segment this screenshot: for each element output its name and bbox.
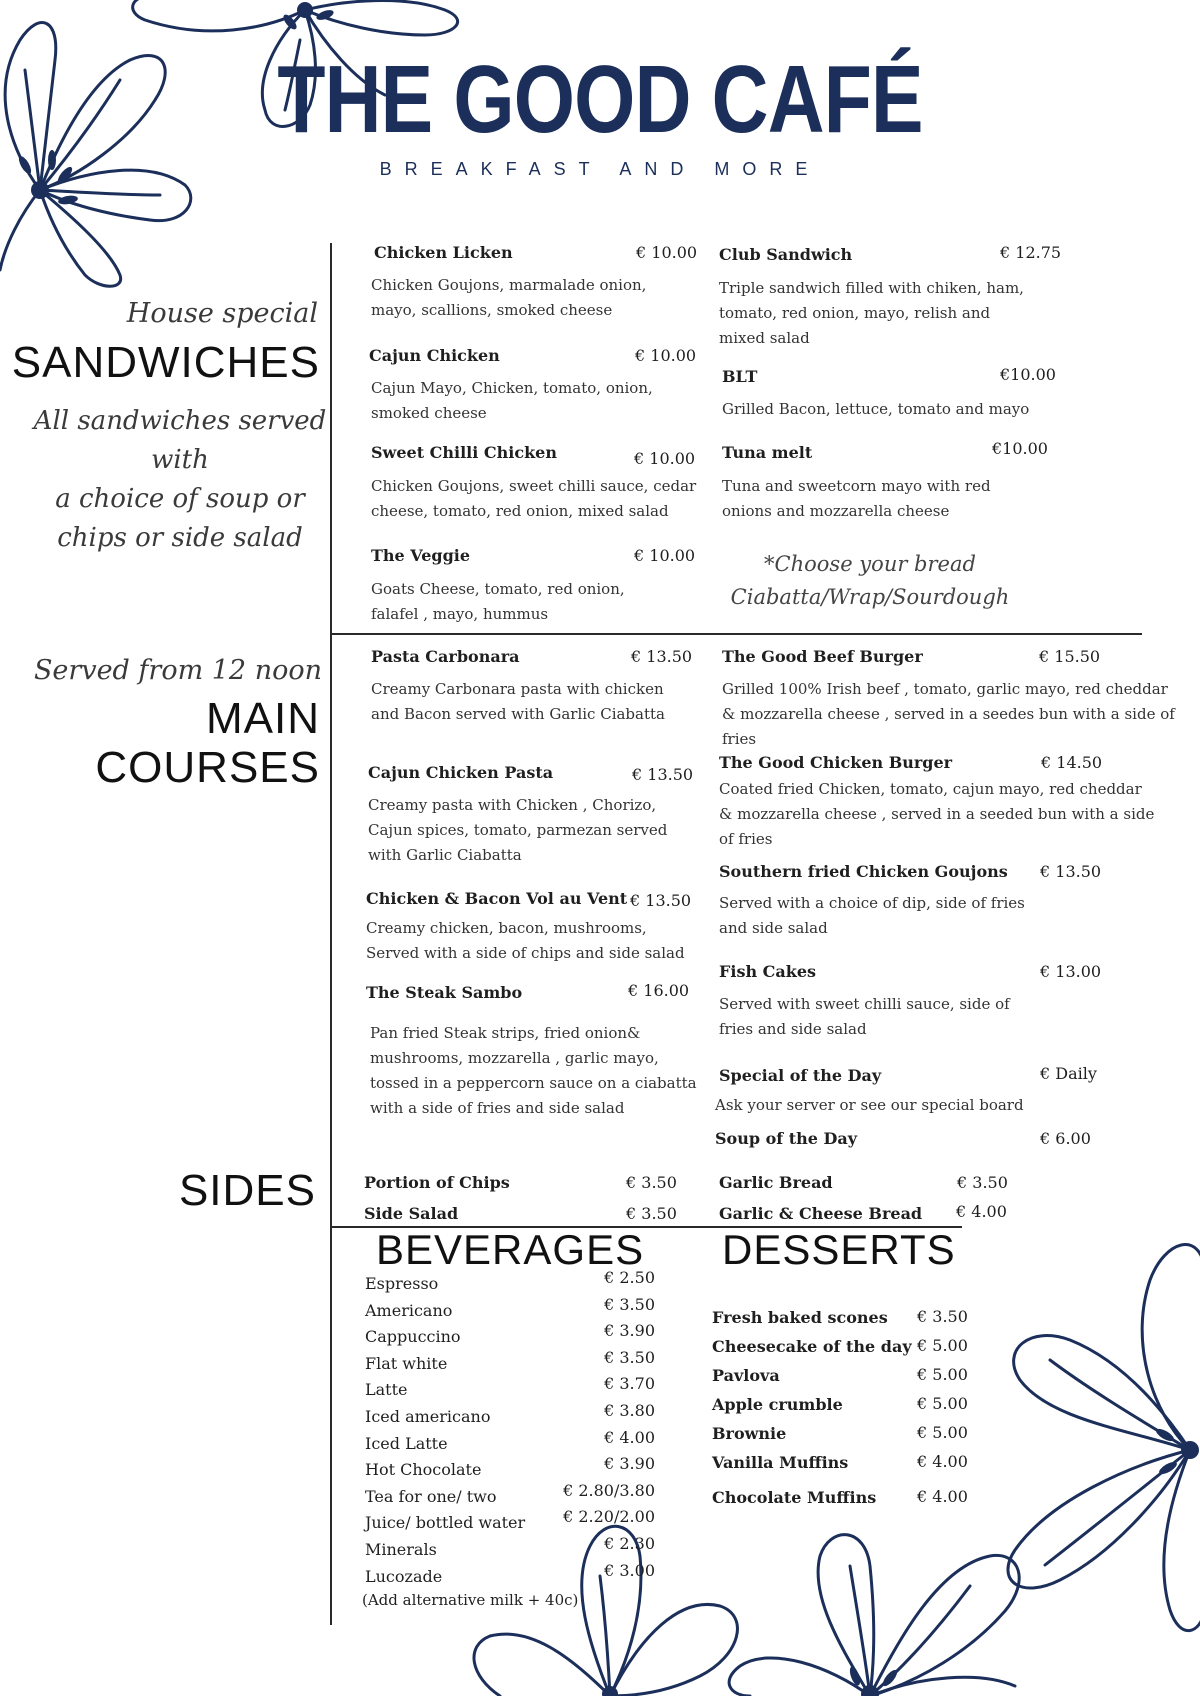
menu-item-price: € 6.00 (1040, 1129, 1091, 1148)
beverage-price: € 3.90 (604, 1454, 655, 1474)
side-item-price: € 3.50 (957, 1173, 1008, 1192)
dessert-row (712, 1366, 972, 1395)
beverages-list (362, 1268, 655, 1610)
desc-line: Served with a side of chips and side salad (366, 944, 685, 962)
dessert-row (712, 1337, 972, 1366)
menu-item-price: € 13.50 (630, 891, 692, 910)
beverage-price: € 3.50 (604, 1347, 655, 1367)
desc-line: Tuna and sweetcorn mayo with red (722, 477, 991, 495)
menu-item-name: Chicken & Bacon Vol au Vent (366, 889, 628, 908)
dessert-name: Fresh baked scones (712, 1308, 888, 1327)
desc-line: falafel , mayo, hummus (371, 605, 549, 623)
dessert-price: € 5.00 (917, 1336, 968, 1355)
sides-heading: SIDES (178, 1166, 316, 1215)
menu-item-name: Southern fried Chicken Goujons (719, 862, 1008, 881)
menu-item-name: Fish Cakes (719, 962, 817, 981)
bread-note-line: *Choose your bread (764, 552, 976, 576)
vertical-divider (330, 243, 332, 1625)
desc-line: onions and mozzarella cheese (722, 502, 950, 520)
dessert-price: € 3.50 (917, 1307, 968, 1326)
desc-line: Cajun spices, tomato, parmezan served (368, 821, 668, 839)
menu-item-price: € 12.75 (1000, 243, 1062, 262)
desc-line: with Garlic Ciabatta (368, 846, 522, 864)
menu-item-price: € 14.50 (1041, 753, 1103, 772)
menu-item-price: € 10.00 (636, 243, 698, 262)
menu-item-desc (715, 1093, 1024, 1118)
beverage-price: € 2.80/3.80 (563, 1480, 655, 1500)
desc-line: Creamy Carbonara pasta with chicken (371, 680, 664, 698)
menu-item-price: € 13.00 (1040, 962, 1102, 981)
menu-item-desc (719, 276, 1024, 351)
dessert-price: € 4.00 (917, 1487, 968, 1506)
dessert-name: Apple crumble (712, 1395, 843, 1414)
sandwiches-heading: SANDWICHES (11, 338, 320, 387)
menu-item-name: Club Sandwich (719, 245, 853, 264)
dessert-name: Pavlova (712, 1366, 780, 1385)
dessert-name: Cheesecake of the day (712, 1337, 912, 1356)
dessert-name: Brownie (712, 1424, 787, 1443)
desc-line: of fries (719, 830, 773, 848)
desc-line: with a side of fries and side salad (370, 1099, 625, 1117)
sandwiches-note-line: All sandwiches served with (33, 406, 327, 475)
dessert-row (712, 1453, 972, 1488)
desc-line: and side salad (719, 919, 828, 937)
beverage-row (365, 1560, 655, 1594)
menu-item-price: € Daily (1040, 1064, 1097, 1083)
menu-item-desc (371, 474, 696, 524)
menu-item-desc (371, 677, 665, 727)
desc-line: Chicken Goujons, marmalade onion, (371, 276, 647, 294)
desc-line: Coated fried Chicken, tomato, cajun mayo, red cheddar (719, 780, 1142, 798)
beverage-price: € 2.30 (604, 1533, 655, 1553)
beverage-name: Juice/ bottled water (365, 1513, 526, 1533)
dessert-name: Chocolate Muffins (712, 1488, 877, 1507)
desc-line: Cajun Mayo, Chicken, tomato, onion, (371, 379, 653, 397)
beverage-name: Lucozade (365, 1566, 443, 1586)
desc-line: Served with sweet chilli sauce, side of (719, 995, 1010, 1013)
menu-item-price: € 10.00 (634, 449, 696, 468)
desc-line: tomato, red onion, mayo, relish and (719, 304, 991, 322)
menu-item-name: Cajun Chicken (369, 346, 500, 365)
beverage-name: Flat white (365, 1353, 448, 1373)
menu-item-price: € 16.00 (628, 981, 690, 1000)
menu-item-price: €10.00 (1000, 365, 1056, 384)
dessert-price: € 4.00 (917, 1452, 968, 1471)
menu-item-name: The Steak Sambo (366, 983, 523, 1002)
beverage-price: € 2.20/2.00 (563, 1507, 655, 1527)
menu-item-price: € 10.00 (634, 546, 696, 565)
beverage-name: Cappuccino (365, 1327, 461, 1347)
menu-item-desc (366, 916, 685, 966)
side-item-name: Garlic & Cheese Bread (719, 1204, 923, 1223)
beverage-price: € 3.50 (604, 1294, 655, 1314)
menu-item-name: BLT (722, 367, 758, 386)
beverage-price: € 3.80 (604, 1400, 655, 1420)
dessert-row (712, 1488, 972, 1517)
sandwiches-script-label: House special (126, 298, 318, 329)
menu-item-desc (722, 397, 1029, 422)
cafe-tagline: BREAKFAST AND MORE (379, 159, 821, 179)
beverages-heading: BEVERAGES (376, 1226, 645, 1273)
desc-line: Chicken Goujons, sweet chilli sauce, cedar (371, 477, 697, 495)
cafe-title: THE GOOD CAFÉ (277, 46, 923, 153)
bread-choice-note (720, 548, 1020, 614)
menu-item-price: € 13.50 (631, 647, 693, 666)
menu-item-desc (368, 793, 667, 868)
menu-item-price: €10.00 (992, 439, 1048, 458)
beverage-name: Americano (365, 1300, 453, 1320)
dessert-row (712, 1424, 972, 1453)
desc-line: Served with a choice of dip, side of fries (719, 894, 1025, 912)
menu-item-name: Pasta Carbonara (371, 647, 520, 666)
beverage-name: Minerals (365, 1539, 437, 1559)
menu-item-name: Cajun Chicken Pasta (368, 763, 554, 782)
desc-line: fries and side salad (719, 1020, 867, 1038)
desc-line: and Bacon served with Garlic Ciabatta (371, 705, 665, 723)
main-heading-line: MAIN (206, 694, 320, 743)
main-heading (95, 694, 320, 793)
menu-item-desc (371, 376, 653, 426)
menu-item-price: € 13.50 (632, 765, 694, 784)
desc-line: Grilled Bacon, lettuce, tomato and mayo (722, 400, 1030, 418)
menu-item-price: € 10.00 (635, 346, 697, 365)
sandwiches-note-line: a choice of soup or (55, 484, 305, 514)
dessert-price: € 5.00 (917, 1423, 968, 1442)
beverage-price: € 2.50 (604, 1268, 655, 1287)
menu-item-name: The Good Chicken Burger (719, 753, 953, 772)
desc-line: Creamy chicken, bacon, mushrooms, (366, 919, 647, 937)
milk-note: (Add alternative milk + 40c) (362, 1591, 579, 1610)
side-item-name: Portion of Chips (364, 1173, 510, 1192)
desc-line: mixed salad (719, 329, 810, 347)
divider-sandwiches-mains (330, 633, 1142, 635)
side-item-price: € 3.50 (626, 1204, 677, 1223)
dessert-row (712, 1308, 972, 1337)
menu-item-name: The Good Beef Burger (722, 647, 923, 666)
side-item-price: € 4.00 (956, 1202, 1007, 1221)
desc-line: Goats Cheese, tomato, red onion, (371, 580, 625, 598)
menu-item-name: Soup of the Day (715, 1129, 858, 1148)
beverage-name: Latte (365, 1380, 408, 1400)
sandwiches-note (30, 402, 330, 558)
desserts-list (712, 1308, 972, 1517)
menu-item-desc (371, 273, 646, 323)
dessert-row (712, 1395, 972, 1424)
main-script-label: Served from 12 noon (33, 655, 322, 686)
side-item-price: € 3.50 (626, 1173, 677, 1192)
menu-item-name: The Veggie (371, 546, 471, 565)
bread-note-line: Ciabatta/Wrap/Sourdough (730, 585, 1010, 609)
menu-item-name: Special of the Day (719, 1066, 882, 1085)
desc-line: fries (722, 730, 757, 748)
side-item-name: Side Salad (364, 1204, 459, 1223)
menu-item-desc (719, 891, 1025, 941)
beverage-name: Espresso (365, 1274, 439, 1293)
desc-line: Grilled 100% Irish beef , tomato, garlic mayo, red cheddar (722, 680, 1168, 698)
desc-line: mayo, scallions, smoked cheese (371, 301, 613, 319)
dessert-price: € 5.00 (917, 1394, 968, 1413)
sandwiches-note-line: chips or side salad (57, 523, 303, 553)
desc-line: Creamy pasta with Chicken , Chorizo, (368, 796, 657, 814)
beverage-price: € 3.70 (604, 1374, 655, 1394)
desserts-heading: DESSERTS (722, 1226, 956, 1273)
beverage-price: € 3.00 (604, 1560, 655, 1580)
menu-item-price: € 13.50 (1040, 862, 1102, 881)
desc-line: Ask your server or see our special board (715, 1096, 1024, 1114)
desc-line: cheese, tomato, red onion, mixed salad (371, 502, 669, 520)
menu-item-desc (371, 577, 625, 627)
desc-line: & mozzarella cheese , served in a seeded bun with a side (719, 805, 1155, 823)
beverage-price: € 4.00 (604, 1427, 655, 1447)
beverage-name: Hot Chocolate (365, 1460, 482, 1480)
menu-item-desc (722, 677, 1175, 752)
menu-item-name: Chicken Licken (374, 243, 513, 262)
main-heading-line: COURSES (95, 743, 320, 793)
desc-line: Pan fried Steak strips, fried onion& (370, 1024, 641, 1042)
menu-item-desc (719, 777, 1154, 852)
menu-item-price: € 15.50 (1039, 647, 1101, 666)
beverage-name: Iced Latte (365, 1433, 448, 1453)
dessert-name: Vanilla Muffins (712, 1453, 849, 1472)
menu-item-desc (719, 992, 1010, 1042)
beverage-name: Iced americano (365, 1406, 491, 1426)
dessert-price: € 5.00 (917, 1365, 968, 1384)
menu-item-desc (722, 474, 991, 524)
desc-line: mushrooms, mozzarella , garlic mayo, (370, 1049, 659, 1067)
side-item-name: Garlic Bread (719, 1173, 833, 1192)
menu-item-desc (370, 1021, 697, 1121)
menu-item-name: Tuna melt (722, 443, 813, 462)
desc-line: tossed in a peppercorn sauce on a ciabatta (370, 1074, 697, 1092)
desc-line: Triple sandwich filled with chiken, ham, (719, 279, 1024, 297)
menu-item-name: Sweet Chilli Chicken (371, 443, 557, 462)
beverage-name: Tea for one/ two (365, 1486, 497, 1506)
desc-line: & mozzarella cheese , served in a seedes bun with a side of (722, 705, 1175, 723)
desc-line: smoked cheese (371, 404, 487, 422)
beverage-price: € 3.90 (604, 1321, 655, 1341)
